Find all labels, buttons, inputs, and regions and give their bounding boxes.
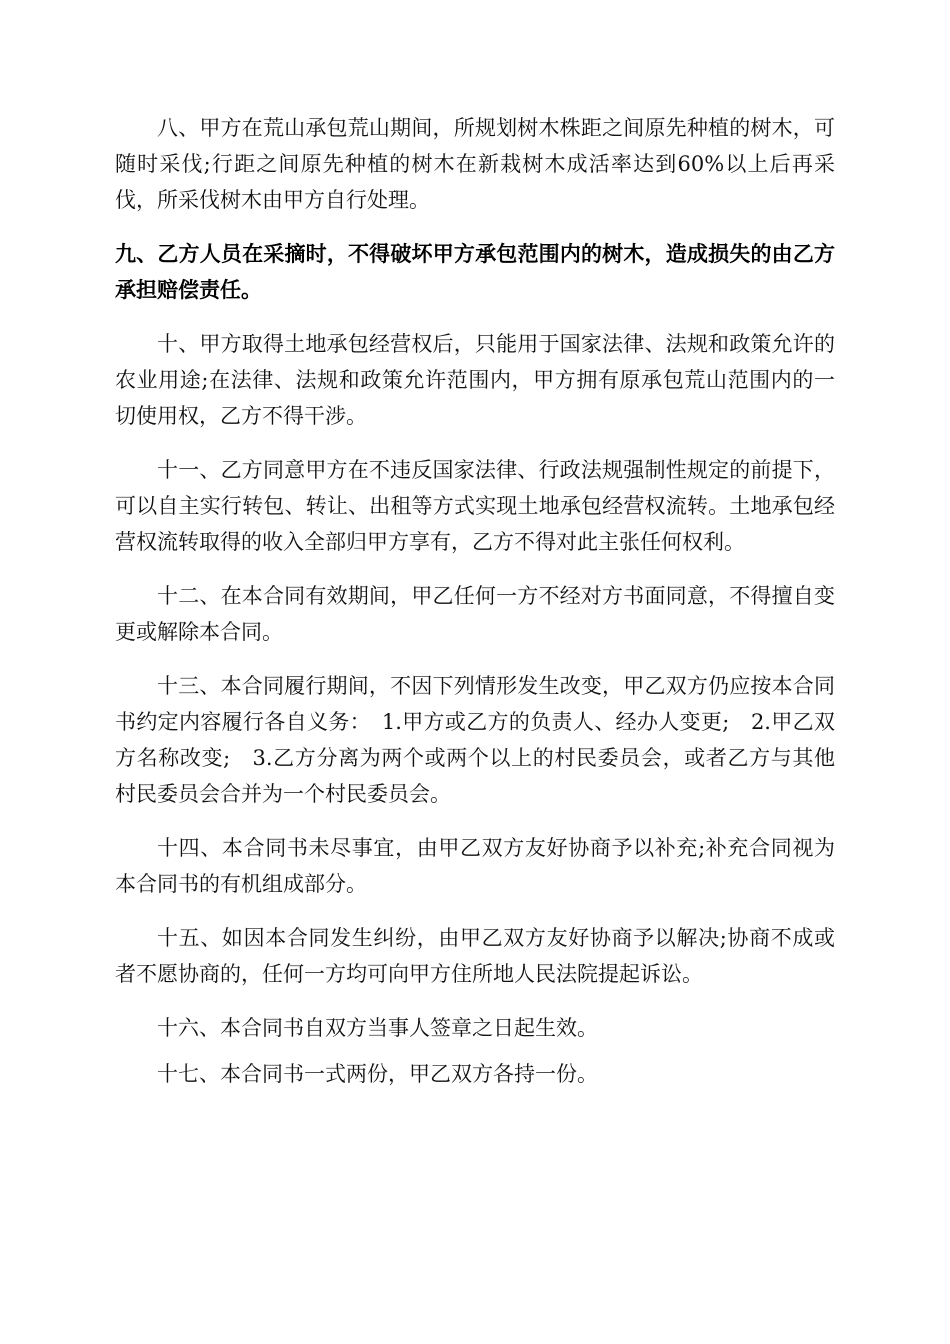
clause-9: 九、乙方人员在采摘时，不得破坏甲方承包范围内的树木，造成损失的由乙方承担赔偿责任。 bbox=[115, 242, 835, 302]
clause-16: 十六、本合同书自双方当事人签章之日起生效。 bbox=[157, 1016, 598, 1040]
clause-17: 十七、本合同书一式两份，甲乙双方各持一份。 bbox=[157, 1062, 598, 1086]
clause-11: 十一、乙方同意甲方在不违反国家法律、行政法规强制性规定的前提下，可以自主实行转包、转让、出租等方式实现土地承包经营权流转。土地承包经营权流转取得的收入全部归甲方享有，乙方不得对此主张任何权利。 bbox=[115, 458, 835, 554]
clause-12: 十二、在本合同有效期间，甲乙任何一方不经对方书面同意，不得擅自变更或解除本合同。 bbox=[115, 584, 835, 644]
clause-14: 十四、本合同书未尽事宜，由甲乙双方友好协商予以补充;补充合同视为本合同书的有机组成部分。 bbox=[115, 836, 835, 896]
clause-13: 十三、本合同履行期间，不因下列情形发生改变，甲乙双方仍应按本合同书约定内容履行各自义务： 1.甲方或乙方的负责人、经办人变更; 2.甲乙双方名称改变; 3.乙方分离为两个或两个以上的村民委员会，或者乙方与其他村民委员会合并为一个村民委员会。 bbox=[115, 674, 835, 806]
clause-15: 十五、如因本合同发生纠纷，由甲乙双方友好协商予以解决;协商不成或者不愿协商的，任何一方均可向甲方住所地人民法院提起诉讼。 bbox=[115, 926, 835, 986]
clause-8: 八、甲方在荒山承包荒山期间，所规划树木株距之间原先种植的树木，可随时采伐;行距之间原先种植的树木在新栽树木成活率达到60%以上后再采伐，所采伐树木由甲方自行处理。 bbox=[115, 116, 835, 212]
clause-10: 十、甲方取得土地承包经营权后，只能用于国家法律、法规和政策允许的农业用途;在法律、法规和政策允许范围内，甲方拥有原承包荒山范围内的一切使用权，乙方不得干涉。 bbox=[115, 332, 835, 428]
contract-body bbox=[115, 110, 835, 1102]
